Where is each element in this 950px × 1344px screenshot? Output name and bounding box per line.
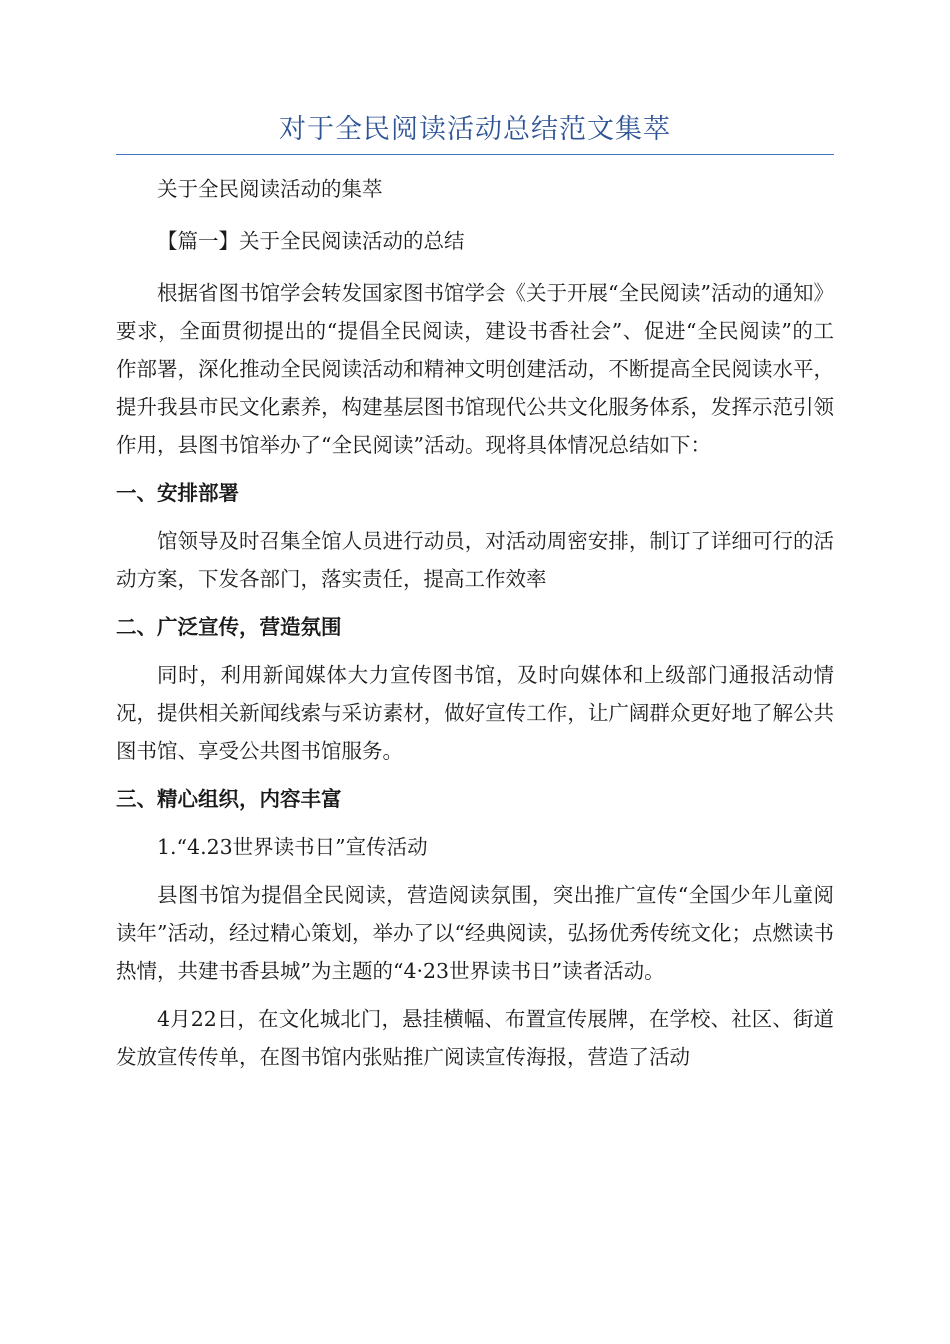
paragraph-library-event: 县图书馆为提倡全民阅读，营造阅读氛围，突出推广宣传“全国少年儿童阅读年”活动，经过精心策划，举办了以“经典阅读，弘扬优秀传统文化；点燃读书热情，共建书香县城”为主题的“4·23世界读书日”读者活动。 — [116, 883, 834, 983]
document-title: 对于全民阅读活动总结范文集萃 — [279, 114, 671, 145]
subheading-world-book-day: 1.“4.23世界读书日”宣传活动 — [157, 835, 428, 859]
chapter-heading: 【篇一】关于全民阅读活动的总结 — [157, 229, 465, 253]
paragraph-publicity: 同时，利用新闻媒体大力宣传图书馆，及时向媒体和上级部门通报活动情况，提供相关新闻线索与采访素材，做好宣传工作，让广阔群众更好地了解公共图书馆、享受公共图书馆服务。 — [116, 663, 834, 763]
paragraph-intro: 根据省图书馆学会转发国家图书馆学会《关于开展“全民阅读”活动的通知》要求，全面贯彻提出的“提倡全民阅读，建设书香社会”、促进“全民阅读”的工作部署，深化推动全民阅读活动和精神文明创建活动，不断提高全民阅读水平，提升我县市民文化素养，构建基层图书馆现代公共文化服务体系，发挥示范引领作用，县图书馆举办了“全民阅读”活动。现将具体情况总结如下： — [116, 281, 834, 457]
section-heading-1: 一、安排部署 — [116, 481, 239, 505]
title-underline — [116, 154, 834, 155]
document-body — [116, 170, 834, 1076]
paragraph-april-22: 4月22日，在文化城北门，悬挂横幅、布置宣传展牌，在学校、社区、街道发放宣传传单，在图书馆内张贴推广阅读宣传海报，营造了活动 — [116, 1007, 834, 1069]
section-heading-2: 二、广泛宣传，营造氛围 — [116, 615, 342, 639]
paragraph-arrangement: 馆领导及时召集全馆人员进行动员，对活动周密安排，制订了详细可行的活动方案，下发各部门，落实责任，提高工作效率 — [116, 529, 834, 591]
section-heading-3: 三、精心组织，内容丰富 — [116, 787, 342, 811]
intro-line: 关于全民阅读活动的集萃 — [157, 177, 383, 201]
